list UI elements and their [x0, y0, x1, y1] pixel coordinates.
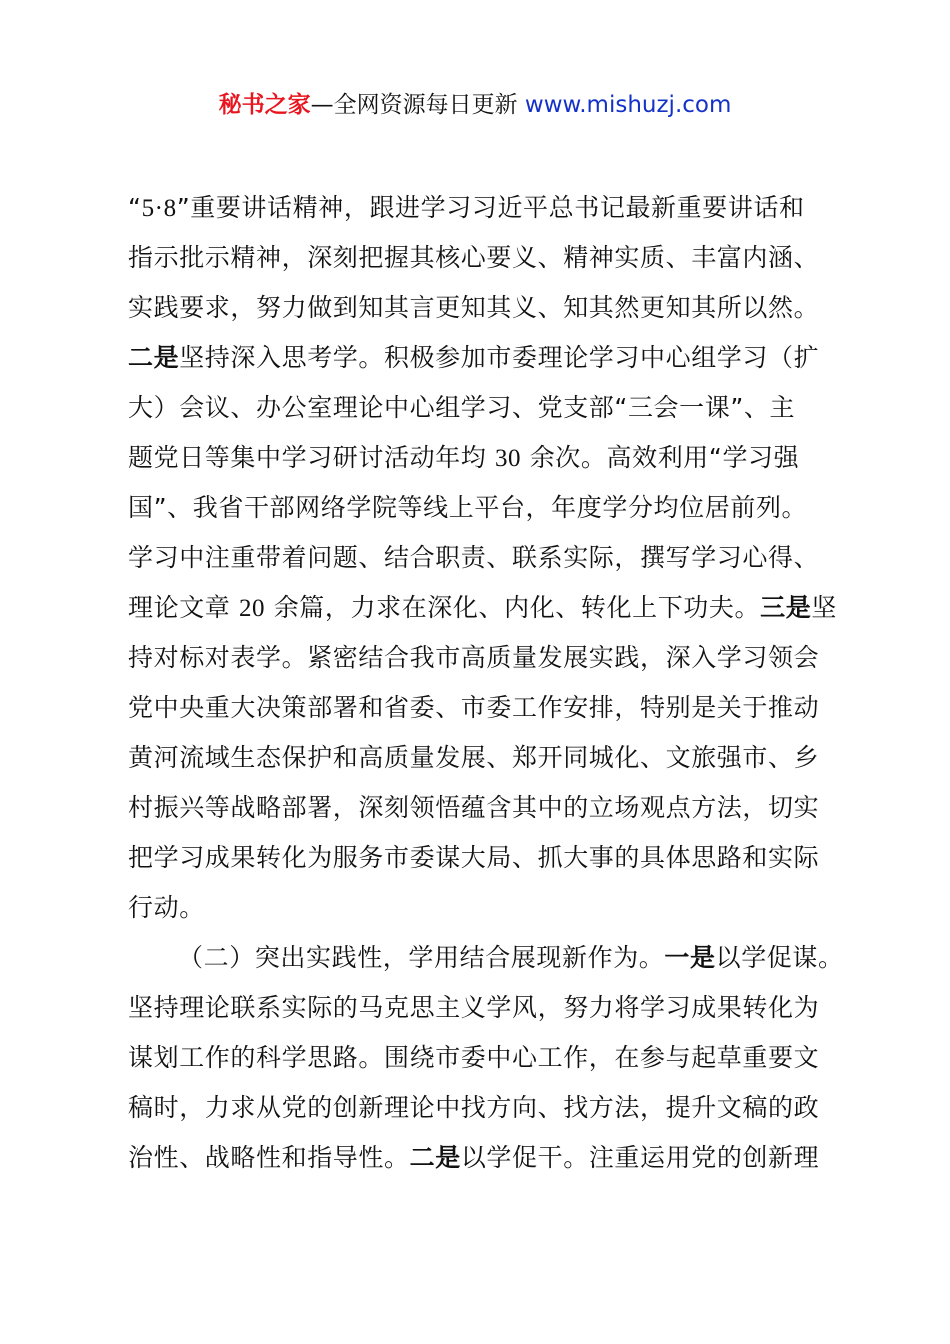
point-marker: 三是	[760, 593, 812, 622]
text-line: 黄河流域生态保护和高质量发展、郑开同城化、文旅强市、乡	[128, 743, 820, 772]
text-line: 村振兴等战略部署，深刻领悟蕴含其中的立场观点方法，切实	[128, 793, 820, 822]
section-heading: （二）突出实践性，学用结合展现新作为。	[178, 943, 665, 972]
text-line: 大）会议、办公室理论中心组学习、党支部“三会一课”、主	[128, 393, 796, 422]
text-line: 持对标对表学。紧密结合我市高质量发展实践，深入学习领会	[128, 643, 820, 672]
text-line: 行动。	[128, 893, 205, 922]
site-url-link[interactable]: www.mishuzj.com	[524, 92, 732, 118]
point-marker: 二是	[128, 343, 180, 372]
text-line: 题党日等集中学习研讨活动年均 30 余次。高效利用“学习强	[128, 443, 800, 472]
text-line: 稿时，力求从党的创新理论中找方向、找方法，提升文稿的政	[128, 1093, 820, 1122]
site-brand: 秘书之家	[218, 92, 311, 118]
page-header	[0, 88, 950, 122]
text-line: 坚持理论联系实际的马克思主义学风，努力将学习成果转化为	[128, 993, 820, 1022]
text-line: “5·8”重要讲话精神，跟进学习习近平总书记最新重要讲话和	[128, 193, 805, 222]
text-line: 学习中注重带着问题、结合职责、联系实际，撰写学习心得、	[128, 543, 820, 572]
text-line: 谋划工作的科学思路。围绕市委中心工作，在参与起草重要文	[128, 1043, 820, 1072]
text-line: 二是坚持深入思考学。积极参加市委理论学习中心组学习（扩	[128, 343, 820, 372]
point-marker: 二是	[409, 1143, 461, 1172]
text-line: 理论文章 20 余篇，力求在深化、内化、转化上下功夫。三是坚	[128, 593, 837, 622]
text-line: 国”、我省干部网络学院等线上平台，年度学分均位居前列。	[128, 493, 808, 522]
text-line: 把学习成果转化为服务市委谋大局、抓大事的具体思路和实际	[128, 843, 820, 872]
text-line: 实践要求，努力做到知其言更知其义、知其然更知其所以然。	[128, 293, 820, 322]
text-line: 治性、战略性和指导性。二是以学促干。注重运用党的创新理	[128, 1143, 820, 1172]
point-marker: 一是	[664, 943, 716, 972]
text-line: （二）突出实践性，学用结合展现新作为。一是以学促谋。	[178, 943, 844, 972]
text-line: 党中央重大决策部署和省委、市委工作安排，特别是关于推动	[128, 693, 820, 722]
document-body	[128, 183, 858, 1183]
site-slogan: —全网资源每日更新	[310, 92, 518, 118]
text-line: 指示批示精神，深刻把握其核心要义、精神实质、丰富内涵、	[128, 243, 820, 272]
